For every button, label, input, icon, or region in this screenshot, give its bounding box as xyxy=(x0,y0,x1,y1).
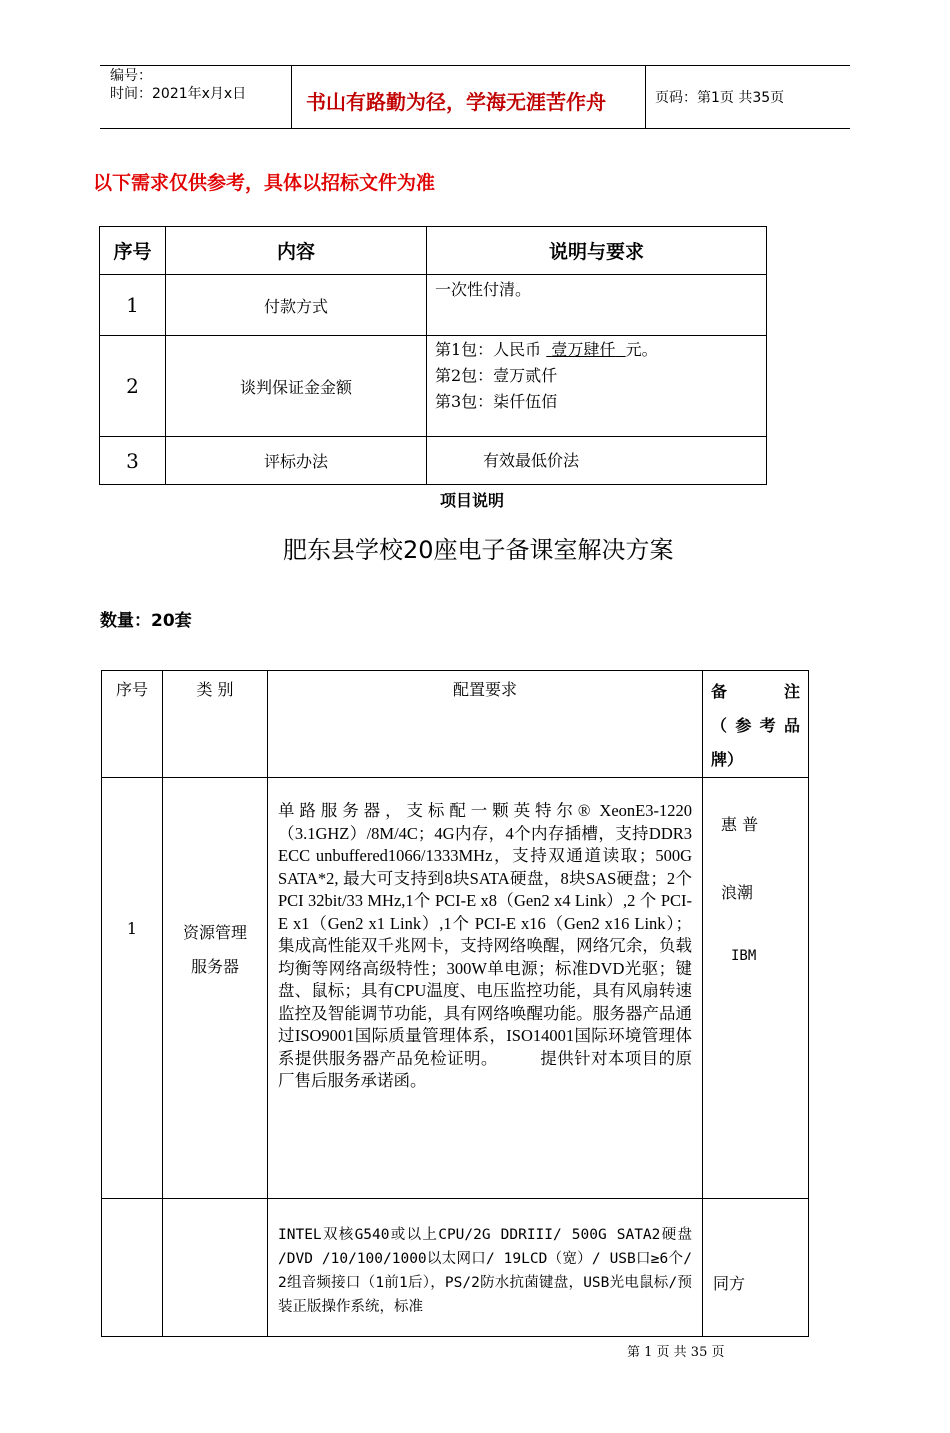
row-number: 1 xyxy=(102,778,163,1199)
row-category xyxy=(163,1199,268,1337)
deposit-amount-text: 壹万肆仟 xyxy=(551,340,616,359)
table-header-row xyxy=(102,671,809,778)
header-bottom-rule xyxy=(100,128,850,129)
remark-header-line: 牌） xyxy=(711,750,744,769)
deposit-amount xyxy=(546,340,625,359)
brand-item: IBM xyxy=(731,948,757,964)
row-number: 2 xyxy=(100,336,166,437)
row-item: 付款方式 xyxy=(166,275,427,336)
page-title: 肥东县学校20座电子备课室解决方案 xyxy=(283,536,674,564)
column-header: 说明与要求 xyxy=(427,227,767,275)
header-divider xyxy=(291,65,292,128)
notice-text: 以下需求仅供参考，具体以招标文件为准 xyxy=(93,172,436,194)
column-header: 内容 xyxy=(166,227,427,275)
row-item: 评标办法 xyxy=(166,437,427,485)
description-line: 第2包：壹万贰仟 xyxy=(435,366,558,385)
row-config: 单路服务器，支标配一颗英特尔® XeonE3-1220（3.1GHZ）/8M/4C；4G内存，4个内存插槽，支持DDR3 ECC unbuffered1066/1333MHz，支持双通道读取；500G SATA*2, 最大可支持到8块SATA硬盘，8块SAS硬盘；2个 PCI 32bit/33 MHz,1个 PCI-E x8（Gen2 x4 Link）,2 个 PCI-E x1（Gen2 x1 Link）,1个 PCI-E x16（Gen2 x16 Link）；集成高性能双千兆网卡，支持网络唤醒，网络冗余，负载均衡等网络高级特性；300W单电源；标准DVD光驱；键盘、鼠标；具有CPU温度、电压监控功能，具有风扇转速监控及智能调节功能，具有网络唤醒功能。服务器产品通过ISO9001国际质量管理体系，ISO14001国际环境管理体系提供服务器产品免检证明。 提供针对本项目的原厂售后服务承诺函。 xyxy=(268,778,703,1199)
row-description xyxy=(427,336,767,437)
row-description xyxy=(427,275,767,336)
table-row xyxy=(100,437,767,485)
row-brands xyxy=(703,1199,809,1337)
description-text: 第1包：人民币 xyxy=(435,340,542,359)
row-config: INTEL双核G540或以上CPU/2G DDRIII/ 500G SATA2硬盘 /DVD /10/100/1000以太网口/ 19LCD（宽）/ USB口≥6个/ 2组音频接口（1前1后），PS/2防水抗菌键盘，USB光电鼠标/预装正版操作系统，标准 xyxy=(268,1199,703,1337)
description-line: 有效最低价法 xyxy=(483,450,580,470)
brand-item: 浪潮 xyxy=(721,883,754,902)
table-row xyxy=(100,275,767,336)
quantity-label: 数量：20套 xyxy=(100,611,192,631)
configuration-table xyxy=(101,670,809,1337)
row-description xyxy=(427,437,767,485)
remark-header-line: 备 注 xyxy=(711,682,800,701)
page-footer: 第 1 页 共 35 页 xyxy=(627,1345,725,1360)
page-indicator: 页码：第1页 共35页 xyxy=(655,90,785,106)
header-top-rule xyxy=(100,65,850,66)
doc-time-label: 时间：2021年x月x日 xyxy=(110,86,247,102)
category-line: 资源管理 xyxy=(182,923,247,942)
brand-item: 惠 普 xyxy=(721,815,759,834)
column-header: 类 别 xyxy=(163,671,268,778)
column-header: 序号 xyxy=(102,671,163,778)
row-number: 1 xyxy=(100,275,166,336)
doc-number-label: 编号： xyxy=(110,68,152,84)
row-number xyxy=(102,1199,163,1337)
header-motto: 书山有路勤为径，学海无涯苦作舟 xyxy=(306,90,606,114)
table-row xyxy=(100,336,767,437)
requirements-table xyxy=(99,226,767,485)
category-line: 服务器 xyxy=(190,957,239,976)
remark-header-line: （参考品 xyxy=(711,716,800,735)
row-brands xyxy=(703,778,809,1199)
project-caption: 项目说明 xyxy=(440,491,505,510)
table-row xyxy=(102,778,809,1199)
column-header: 序号 xyxy=(100,227,166,275)
header-divider xyxy=(645,65,646,128)
row-number: 3 xyxy=(100,437,166,485)
brand-item: 同方 xyxy=(713,1274,746,1293)
table-row xyxy=(102,1199,809,1337)
row-category xyxy=(163,778,268,1199)
description-text: 元。 xyxy=(625,340,658,359)
column-header: 配置要求 xyxy=(268,671,703,778)
row-item: 谈判保证金金额 xyxy=(166,336,427,437)
description-line: 第3包：柒仟伍佰 xyxy=(435,392,558,411)
description-line xyxy=(435,337,766,363)
column-header-remark xyxy=(703,671,809,778)
table-header-row xyxy=(100,227,767,275)
description-line: 一次性付清。 xyxy=(435,280,532,299)
